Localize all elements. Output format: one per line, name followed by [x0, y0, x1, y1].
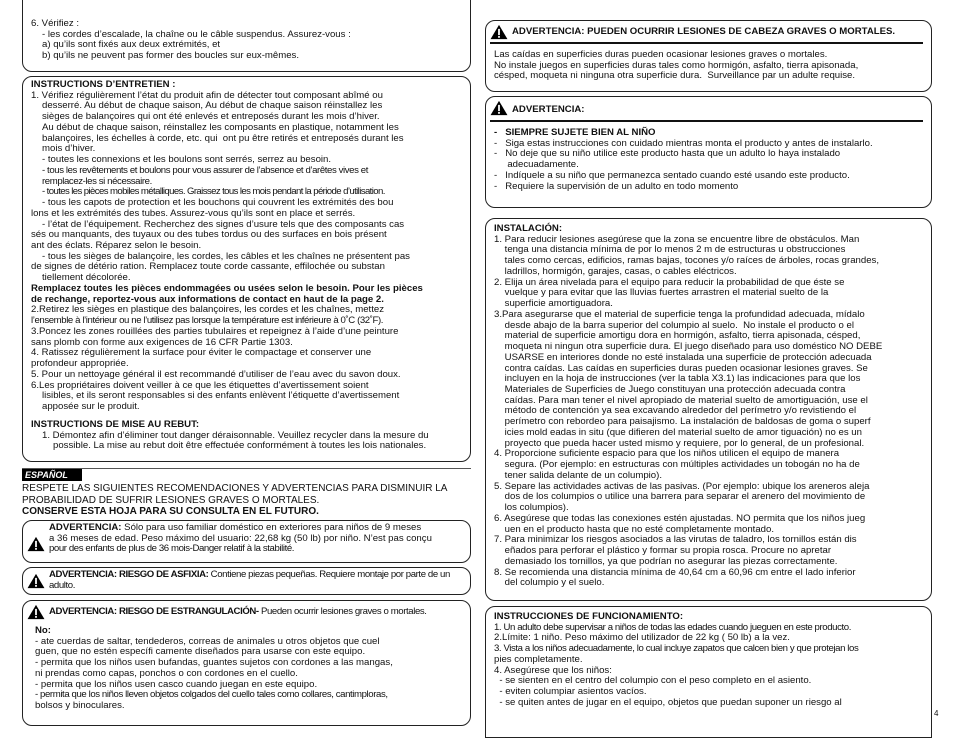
warning-hold-rule — [490, 120, 923, 122]
warning-hold-line: adecuadamente. — [494, 159, 579, 171]
installation-line: segura. (Por ejemplo: en estructuras con múltiples actividades un tobogán no ha de — [494, 459, 860, 471]
fr-disposal-line: 1. Démontez afin d’éliminer tout danger déraisonnable. Veuillez recycler dans la mesure du — [42, 429, 429, 441]
warning-head-line: césped, moqueta ni ninguna otra superficie dura. Surveillance par un adulte requise. — [494, 70, 856, 82]
operation-box — [485, 606, 932, 738]
espanol-keep-sheet: CONSERVE ESTA HOJA PARA SU CONSULTA EN EL FUTURO. — [22, 506, 319, 517]
installation-line: método de contención ya sea excavando alrededor del perímetro y/o revistiendo el — [494, 405, 857, 417]
fr-maint-line: - tous les revêtements et boulons pour vous assurer de l’absence et d’arêtes vives et — [42, 164, 368, 176]
fr-maint-line: - tous les sièges de balançoire, les cordes, les câbles et les chaînes ne présentent pas — [42, 250, 410, 262]
page-number: 4 — [934, 709, 939, 718]
warning-strangulation-label: ADVERTENCIA: RIESGO DE ESTRANGULACIÓN- — [49, 606, 259, 617]
installation-box — [485, 218, 932, 601]
fr-maint-after-line: 5. Pour un nettoyage général il est recommandé d’utiliser de l’eau avec du savon doux. — [31, 368, 401, 380]
warning-strangulation-no: No: — [35, 625, 51, 636]
installation-line: 4. Proporcione suficiente espacio para que los niños utilicen el equipo de manera — [494, 448, 840, 460]
fr-maint-after-line: profondeur appropriée. — [31, 358, 129, 370]
warning-strangulation-desc: Pueden ocurrir lesiones graves o mortales. — [258, 606, 427, 617]
warning-hold-subtitle: - SIEMPRE SUJETE BIEN AL NIÑO — [494, 127, 656, 138]
fr-maint-after-line: sans plomb con forme aux exigences de 16 CFR Partie 1303. — [31, 336, 293, 348]
fr-verify-line: 6. Vérifiez : — [31, 18, 79, 29]
warning-age-box — [22, 520, 471, 563]
installation-line: incluyen en la hoja de instrucciones (ver la tabla X3.1) las indicaciones para que los — [494, 373, 861, 385]
warning-triangle-icon — [490, 100, 508, 116]
installation-line: moqueta ni ningun otra superficie dura. El juego diseñado para uso doméstico NO DEBE — [494, 341, 883, 353]
installation-line: tales como cercas, edificios, ramas bajas, tocones y/o raíces de árboles, rocas grandes, — [494, 255, 880, 267]
warning-choking-text — [49, 570, 464, 591]
warning-strangulation-line: - permita que los niños usen casco cuando juegan en este equipo. — [35, 678, 318, 690]
fr-maint-line: - toutes les connexions et les boulons sont serrés, serrez au besoin. — [42, 154, 332, 166]
installation-line: 6. Asegúrese que todas las conexiones estén ajustadas. NO permita que los niños jueg — [494, 512, 866, 524]
espanol-intro-line: PROBABILIDAD DE SUFRIR LESIONES GRAVES O MORTALES. — [22, 494, 320, 506]
installation-line: superficie amortiguadora. — [494, 298, 613, 310]
warning-strangulation-head — [49, 607, 464, 618]
installation-line: desde abajo de la barra superior del columpio al suelo. No instale el producto o el — [494, 319, 854, 331]
fr-verify-line: a) qu’ils sont fixés aux deux extrémités, et — [42, 39, 221, 51]
installation-line: 7. Para minimizar los riesgos asociados a las virutas de taladro, los tornillos están dis — [494, 534, 857, 546]
warning-age-text — [49, 523, 464, 555]
installation-line: 3.Para asegurarse que el material de superficie tenga la profundidad adecuada, mídalo — [494, 308, 865, 320]
operation-line: 3. Vista a los niños adecuadamente, lo cual incluye zapatos que calcen bien y que protejan los — [494, 643, 859, 655]
installation-line: vuelque y para evitar que las lluvias fuertes arrastren el material suelto de la — [494, 287, 829, 299]
espanol-divider — [22, 468, 471, 469]
warning-strangulation-line: - permita que los niños usen bufandas, guantes sujetos con cordones a las mangas, — [35, 657, 393, 669]
installation-line: material de superficie amortigu dora en hormigón, asfalto, tierra apisonada, césped, — [494, 330, 861, 342]
warning-triangle-icon — [27, 573, 45, 589]
warning-strangulation-box — [22, 600, 471, 726]
installation-line: ladrillos, hormigón, garajes, casas, o cables eléctricos. — [494, 265, 737, 277]
installation-title: INSTALACIÓN: — [494, 223, 563, 234]
warning-choking-desc: Contiene piezas pequeñas. Requiere montaje por parte de un adulto. — [49, 569, 450, 591]
fr-maint-line: de signes de détério ration. Remplacez toute corde cassante, effilochée ou substan — [31, 261, 385, 273]
warning-strangulation-line: - ate cuerdas de saltar, tendederos, correas de animales u otros objetos que cuel — [35, 635, 380, 647]
fr-maint-line: 1. Vérifiez régulièrement l’état du produit afin de détecter tout composant abîmé ou — [31, 89, 383, 101]
fr-maint-line: Au début de chaque saison, réinstallez les composants en plastique, notamment les — [42, 121, 399, 133]
fr-maint-line: - toutes les pièces mobiles métalliques. Graissez tous les mois pendant la période d’utilisation. — [42, 186, 385, 198]
warning-age-line: a 36 meses de edad. Peso máximo del usuario: 22,68 kg (50 lb) por niño. N’est pas conçu — [49, 532, 432, 544]
fr-maint-after-line: 6.Les propriétaires doivent veiller à ce que les étiquettes d’avertissement soient — [31, 379, 369, 391]
operation-line: - eviten columpiar asientos vacíos. — [494, 686, 647, 698]
warning-hold-line: - No deje que su niño utilice este producto hasta que un adulto lo haya instalado — [494, 148, 841, 160]
fr-maintenance-box — [22, 76, 471, 462]
fr-maint-after-line: lisibles, et ils seront responsables si des enfants enlèvent l’étiquette d’avertissement — [42, 390, 400, 402]
warning-choking-label: ADVERTENCIA: RIESGO DE ASFIXIA: — [49, 569, 209, 580]
fr-maint-line: desserré. Au début de chaque saison, Au début de chaque saison réinstallez les — [42, 100, 383, 112]
warning-age-line: Sólo para uso familiar doméstico en exteriores para niños de 9 meses — [121, 522, 422, 533]
installation-line: caídas. Para man tener el nivel apropiado de material suelto de amortiguación, use el — [494, 394, 868, 406]
installation-line: contra caídas. Las caídas en superficies duras pueden ocasionar lesiones graves. Se — [494, 362, 868, 374]
fr-maint-line: sés ou manquants, des tuyaux ou des tubes tordus ou des surfaces en bois présent — [31, 229, 387, 241]
fr-maint-line: - l’état de l’équipement. Recherchez des signes d’usure tels que des composants cas — [42, 218, 405, 230]
installation-line: del columpio y el suelo. — [494, 577, 605, 589]
operation-line: 1. Un adulto debe supervisar a niños de todas las edades cuando jueguen en este producto. — [494, 621, 851, 633]
warning-hold-label: ADVERTENCIA: — [512, 104, 585, 115]
installation-line: tenga una distancia mínima de por lo menos 2 m de estructuras u obstrucciones — [494, 244, 846, 256]
fr-maint-line: lons et les extrémités des tubes. Assurez-vous qu’ils sont en place et serrés. — [31, 207, 356, 219]
warning-head-line: Las caídas en superficies duras pueden ocasionar lesiones graves o mortales. — [494, 49, 828, 60]
fr-verify-line: - les cordes d’escalade, la chaîne ou le câble suspendus. Assurez-vous : — [42, 28, 351, 40]
installation-lines — [494, 235, 923, 589]
fr-maint-line: - tous les capots de protection et les bouchons qui couvrent les extrémités des bou — [42, 197, 394, 209]
warning-strangulation-line: ni prendas como capas, ponchos o con cordones en el cuello. — [35, 667, 298, 679]
warning-choking-box — [22, 567, 471, 595]
fr-maint-after-line: 2.Retirez les sièges en plastique des balançoires, les cordes et les chaînes, mettez — [31, 304, 385, 316]
installation-line: 1. Para reducir lesiones asegúrese que la zona se encuentre libre de obstáculos. Man — [494, 233, 860, 245]
operation-lines — [494, 623, 923, 709]
fr-maint-after-line: 4. Ratissez régulièrement la surface pour éviter le compactage et conserver une — [31, 347, 372, 359]
installation-line: tener salida delante de un columpio). — [494, 469, 663, 481]
warning-triangle-icon — [27, 536, 45, 552]
fr-verify-line: b) qu’ils ne peuvent pas former des boucles sur eux-mêmes. — [42, 50, 300, 62]
fr-maint-line: sièges de balançoires qui ont été enlevés et entreposés durant les mois d’hiver. — [42, 111, 380, 123]
fr-disposal-line: possible. La mise au rebut doit être effectuée conformément à toutes les lois nationales. — [53, 440, 427, 452]
operation-line: 2.Límite: 1 niño. Peso máximo del utilizador de 22 kg ( 50 lb) a la vez. — [494, 632, 790, 644]
fr-maint-line: mois d’hiver. — [42, 143, 96, 155]
warning-head-line: No instale juegos en superficies duras tales como hormigón, asfalto, tierra apisonada, — [494, 59, 859, 71]
operation-line: - se sienten en el centro del columpio con el peso completo en el asiento. — [494, 675, 812, 687]
installation-line: 8. Se recomienda una distancia mínima de 40,64 cm a 60,96 cm entre el lado inferior — [494, 566, 856, 578]
espanol-intro-line: RESPETE LAS SIGUIENTES RECOMENDACIONES Y ADVERTENCIAS PARA DISMINUIR LA — [22, 483, 448, 494]
installation-line: proyecto que pueda hacer usted mismo y requiere, por lo general, de un profesional. — [494, 437, 865, 449]
fr-maint-line: balançoires, les échelles à corde, etc. qui ont pu être retirés et entreposés durant les — [42, 132, 404, 144]
warning-hold-line: - Siga estas instrucciones con cuidado mientras monta el producto y antes de instalarlo. — [494, 137, 873, 149]
warning-triangle-icon — [27, 604, 45, 620]
installation-line: uen en el producto hasta que no esté completamente montado. — [494, 523, 775, 535]
installation-line: Materiales de Superficies de Juego constituyan una protección adecuada contra — [494, 384, 846, 396]
installation-line: dos de los columpios o utilice una barrera para separar el arenero del movimiento de — [494, 491, 866, 503]
installation-line: los columpios). — [494, 502, 569, 514]
warning-head-box — [485, 20, 932, 92]
warning-age-label: ADVERTENCIA: — [49, 522, 122, 533]
installation-line: 2. Elija un área nivelada para el equipo para reducir la probabilidad de que éste se — [494, 276, 845, 288]
installation-line: perímetro con rebordeo para paisajismo. La instalación de baldosas de goma o superf — [494, 416, 871, 428]
fr-maint-line: ant des éclats. Réparez selon le besoin. — [31, 240, 202, 252]
warning-hold-line: - Requiere la supervisión de un adulto en todo momento — [494, 180, 739, 192]
warning-strangulation-line: bolsos y binoculares. — [35, 700, 125, 712]
operation-line: pies completamente. — [494, 653, 583, 665]
warning-head-rule — [490, 42, 923, 44]
warning-triangle-icon — [490, 24, 508, 40]
espanol-label: ESPAÑOL — [22, 469, 82, 481]
operation-title: INSTRUCCIONES DE FUNCIONAMIENTO: — [494, 611, 684, 622]
espanol-intro — [22, 483, 471, 518]
installation-line: demasiado los tornillos, ya que podrían no asegurar las piezas correctamente. — [494, 555, 838, 567]
warning-age-line: pour des enfants de plus de 36 mois-Danger relatif à la stabilité. — [49, 543, 295, 555]
installation-line: USARSE en interiores donde no esté instalada una superficie de protección adecuada — [494, 351, 872, 363]
fr-maint-bold-line: de rechange, reportez-vous aux informations de contact en haut de la page 2. — [31, 293, 384, 305]
operation-line: - se quiten antes de jugar en el equipo, objetos que puedan suponer un riesgo al — [494, 696, 842, 708]
installation-line: icies mold eadas in situ (que difieren del material suelto de amor tiguación) no es un — [494, 426, 862, 438]
fr-disposal-title: INSTRUCTIONS DE MISE AU REBUT: — [31, 418, 200, 430]
warning-strangulation-line: - permita que los niños lleven objetos colgados del cuello tales como collares, cantimploras, — [35, 689, 388, 701]
fr-maint-line: remplacez-les si nécessaire. — [42, 175, 152, 187]
fr-maint-after-line: 3.Poncez les zones rouillées des parties tubulaires et repeignez à l’aide d’une peinture — [31, 325, 399, 337]
warning-strangulation-line: guen, que no estén específi camente diseñados para usarse con este equipo. — [35, 646, 366, 658]
fr-verify-box — [22, 0, 471, 72]
installation-line: eñados para perforar el plástico y formar su propia rosca. Procure no apretar — [494, 545, 832, 557]
fr-maint-after-line: apposée sur le produit. — [42, 401, 140, 413]
warning-hold-box — [485, 96, 932, 208]
fr-maintenance-title: INSTRUCTIONS D’ENTRETIEN : — [31, 79, 176, 90]
installation-line: 5. Separe las actividades activas de las pasivas. (Por ejemplo: ubique los areneros aleja — [494, 480, 870, 492]
fr-maint-bold-line: Remplacez toutes les pièces endommagées ou usées selon le besoin. Pour les pièces — [31, 282, 423, 294]
warning-hold-line: - Indíquele a su niño que permanezca sentado cuando esté usando este producto. — [494, 169, 850, 181]
warning-head-label: ADVERTENCIA: PUEDEN OCURRIR LESIONES DE CABEZA GRAVES O MORTALES. — [512, 26, 896, 37]
fr-maint-line: tiellement décolorée. — [42, 272, 131, 284]
fr-maint-after-line: l’ensemble à l’intérieur ou ne l’utilisez pas lorsque la température est inférieure à 0˚C (32˚F). — [31, 315, 384, 327]
operation-line: 4. Asegúrese que los niños: — [494, 664, 612, 676]
